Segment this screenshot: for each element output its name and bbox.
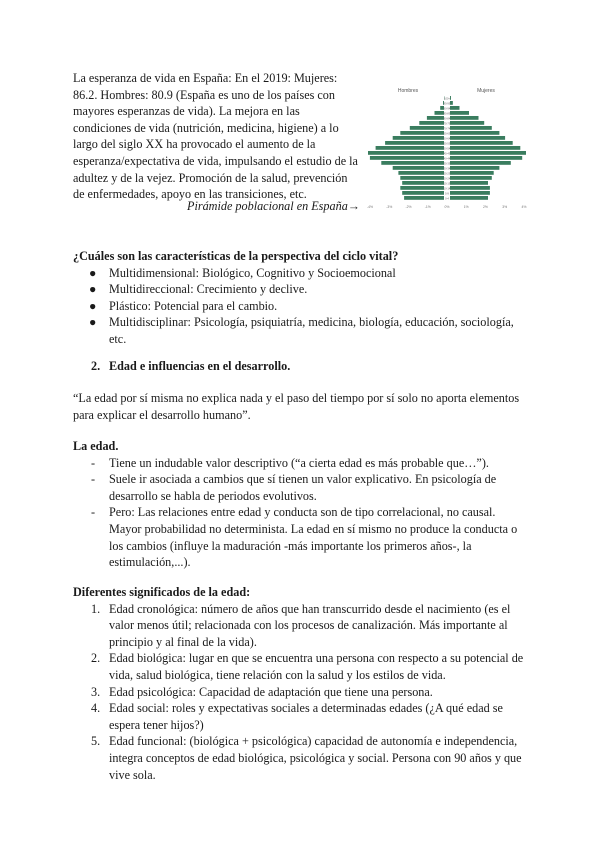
- pyramid-women-bar: [450, 191, 490, 195]
- list-item: ● Plástico: Potencial para el cambio.: [89, 298, 278, 313]
- pyramid-men-label: Hombres: [397, 88, 419, 94]
- pyramid-women-bar: [450, 181, 488, 185]
- pyramid-women-bar: [450, 111, 469, 115]
- bullet-icon: ●: [89, 315, 97, 330]
- pyramid-men-bar: [419, 121, 444, 125]
- pyramid-axis-tick: 3%: [502, 205, 508, 209]
- pyramid-age-label: 90-94: [443, 107, 451, 111]
- pyramid-caption: Pirámide poblacional en España→: [187, 199, 360, 213]
- section-2-heading: [73, 358, 533, 375]
- intro-line: 86.2. Hombres: 80.9 (España es uno de los países con: [73, 87, 335, 102]
- pyramid-age-label: 65-69: [443, 132, 451, 136]
- pyramid-men-bar: [368, 151, 444, 155]
- pyramid-men-bar: [393, 136, 444, 140]
- pyramid-women-bar: [450, 186, 490, 190]
- intro-line: mayores esperanzas de vida). La mejora en las: [73, 104, 300, 119]
- list-item: ● Multidireccional: Crecimiento y declive.: [89, 282, 308, 297]
- pyramid-age-label: 100+: [444, 97, 450, 101]
- section-heading: ¿Cuáles son las características de la perspectiva del ciclo vital?: [73, 249, 399, 263]
- pyramid-axis-tick: -2%: [405, 205, 412, 209]
- pyramid-women-bar: [450, 121, 484, 125]
- list-item: ● Multidimensional: Biológico, Cognitivo y Socioemocional: [89, 265, 396, 280]
- pyramid-women-bar: [450, 156, 522, 160]
- pyramid-men-bar: [435, 111, 445, 115]
- dash-icon: -: [91, 505, 96, 520]
- pyramid-women-bar: [450, 96, 451, 100]
- pyramid-women-bar: [450, 151, 526, 155]
- pyramid-women-bar: [450, 171, 494, 175]
- intro-line: La esperanza de vida en España: En el 2019: Mujeres:: [73, 71, 338, 85]
- pyramid-axis-tick: 4%: [521, 205, 527, 209]
- pyramid-axis-tick: 1%: [463, 205, 469, 209]
- numbered-item: 2. Edad biológica: lugar en que se encuentra una persona con respecto a su potencial de vida, salud biológica, tiene relación con la salud y los estilos de vida.: [91, 651, 524, 682]
- pyramid-age-label: 25-29: [443, 172, 451, 176]
- pyramid-men-bar: [427, 116, 444, 120]
- dash-icon: -: [91, 472, 96, 487]
- pyramid-age-label: 35-39: [443, 162, 451, 166]
- pyramid-age-label: 95-99: [443, 102, 451, 106]
- pyramid-men-bar: [400, 131, 444, 135]
- bullet-icon: ●: [89, 298, 97, 313]
- dash-icon: -: [91, 455, 96, 470]
- pyramid-age-label: 5-9: [445, 192, 449, 196]
- pyramid-women-bar: [450, 161, 511, 165]
- intro-line: de enfermedades, apoyo en las transiciones, etc.: [73, 187, 307, 202]
- intro-line: condiciones de vida (nutrición, medicina, higiene) a lo: [73, 120, 339, 135]
- quote: [73, 390, 533, 423]
- pyramid-women-bar: [450, 196, 488, 200]
- pyramid-age-label: 15-19: [443, 182, 451, 186]
- pyramid-age-label: 80-84: [443, 117, 451, 121]
- pyramid-men-bar: [376, 146, 444, 150]
- pyramid-women-bar: [450, 131, 499, 135]
- pyramid-men-bar: [400, 176, 444, 180]
- pyramid-men-bar: [398, 171, 444, 175]
- pyramid-axis-tick: -3%: [386, 205, 393, 209]
- pyramid-women-bar: [450, 136, 505, 140]
- pyramid-men-bar: [400, 186, 444, 190]
- pyramid-age-label: 55-59: [443, 142, 451, 146]
- pyramid-axis-tick: -1%: [424, 205, 431, 209]
- quote-line: para explicar el desarrollo humano”.: [73, 407, 251, 422]
- section-heading: La edad.: [73, 439, 119, 453]
- pyramid-men-bar: [404, 196, 444, 200]
- intro-line: largo del siglo XX ha provocado el aumento de la: [73, 137, 316, 152]
- pyramid-men-bar: [410, 126, 444, 130]
- pyramid-women-bar: [450, 101, 453, 105]
- list-item: ● Multidisciplinar: Psicología, psiquiatría, medicina, biología, educación, sociología, etc.: [89, 315, 514, 346]
- pyramid-women-bar: [450, 106, 460, 110]
- pyramid-age-label: 10-14: [443, 187, 451, 191]
- pyramid-age-label: 50-54: [443, 147, 451, 151]
- pyramid-men-bar: [385, 141, 444, 145]
- pyramid-women-bar: [450, 166, 499, 170]
- pyramid-age-label: 70-74: [443, 127, 451, 131]
- bullet-icon: ●: [89, 265, 97, 280]
- pyramid-men-bar: [393, 166, 444, 170]
- population-pyramid-chart: [362, 82, 532, 212]
- pyramid-axis-tick: 0%: [444, 205, 450, 209]
- bullet-icon: ●: [89, 282, 97, 297]
- pyramid-men-bar: [402, 191, 444, 195]
- pyramid-age-label: 45-49: [443, 152, 451, 156]
- section-age-meanings: [73, 584, 533, 783]
- section-heading: Diferentes significados de la edad:: [73, 585, 251, 599]
- pyramid-age-label: 85-89: [443, 112, 451, 116]
- list-item: - Suele ir asociada a cambios que sí tienen un valor explicativo. En psicología de desarrollo se habla de periodos evolutivos.: [91, 472, 497, 503]
- pyramid-women-bar: [450, 126, 492, 130]
- numbered-item: 1. Edad cronológica: número de años que han transcurrido desde el nacimiento (es el valor menos útil; relacionada con los procesos de canalización. Más importante al principio y al final de la vida).: [91, 601, 511, 649]
- pyramid-women-bar: [450, 146, 520, 150]
- pyramid-women-label: Mujeres: [477, 88, 495, 94]
- list-item: - Tiene un indudable valor descriptivo (“a cierta edad es más probable que…”).: [91, 455, 489, 470]
- pyramid-women-bar: [450, 116, 479, 120]
- pyramid-women-bar: [450, 141, 513, 145]
- numbered-item: 3. Edad psicológica: Capacidad de adaptación que tiene una persona.: [91, 684, 433, 699]
- section-la-edad: [73, 438, 533, 571]
- pyramid-axis-tick: 2%: [483, 205, 488, 209]
- section-life-cycle: [73, 248, 533, 348]
- pyramid-age-label: 40-44: [443, 157, 451, 161]
- pyramid-age-label: 75-79: [443, 122, 451, 126]
- pyramid-age-label: 0-4: [445, 197, 449, 201]
- intro-line: esperanza/expectativa de vida, impulsando el estudio de la: [73, 153, 358, 168]
- numbered-item: 4. Edad social: roles y expectativas sociales a determinadas edades (¿A qué edad se espera tener hijos?): [91, 701, 503, 732]
- section-heading: Edad e influencias en el desarrollo.: [109, 359, 291, 373]
- pyramid-age-label: 20-24: [443, 177, 451, 181]
- pyramid-men-bar: [402, 181, 444, 185]
- quote-line: “La edad por sí misma no explica nada y el paso del tiempo por sí solo no aporta elementos: [73, 391, 520, 405]
- pyramid-women-bar: [450, 176, 492, 180]
- pyramid-age-label: 30-34: [443, 167, 451, 171]
- characteristics-list: [73, 265, 533, 348]
- pyramid-age-label: 60-64: [443, 137, 451, 141]
- intro-paragraph: [73, 70, 363, 203]
- pyramid-men-bar: [370, 156, 444, 160]
- pyramid-axis-tick: -4%: [366, 205, 374, 209]
- numbered-item: 5. Edad funcional: (biológica + psicológica) capacidad de autonomía e independencia, integra conceptos de edad biológica, psicológica y social. Persona con 90 años y que vive sola.: [91, 734, 522, 782]
- intro-line: adultez y de la vejez. Promoción de la salud, prevención: [73, 170, 348, 185]
- pyramid-men-bar: [381, 161, 444, 165]
- section-number: 2.: [91, 359, 101, 373]
- list-item: - Pero: Las relaciones entre edad y conducta son de tipo correlacional, no causal. Mayor probabilidad no determinista. La edad en sí mismo no produce la conducta o los cambios (influye la maduración -más importante los primeros años-, la estimulación,...).: [91, 505, 518, 570]
